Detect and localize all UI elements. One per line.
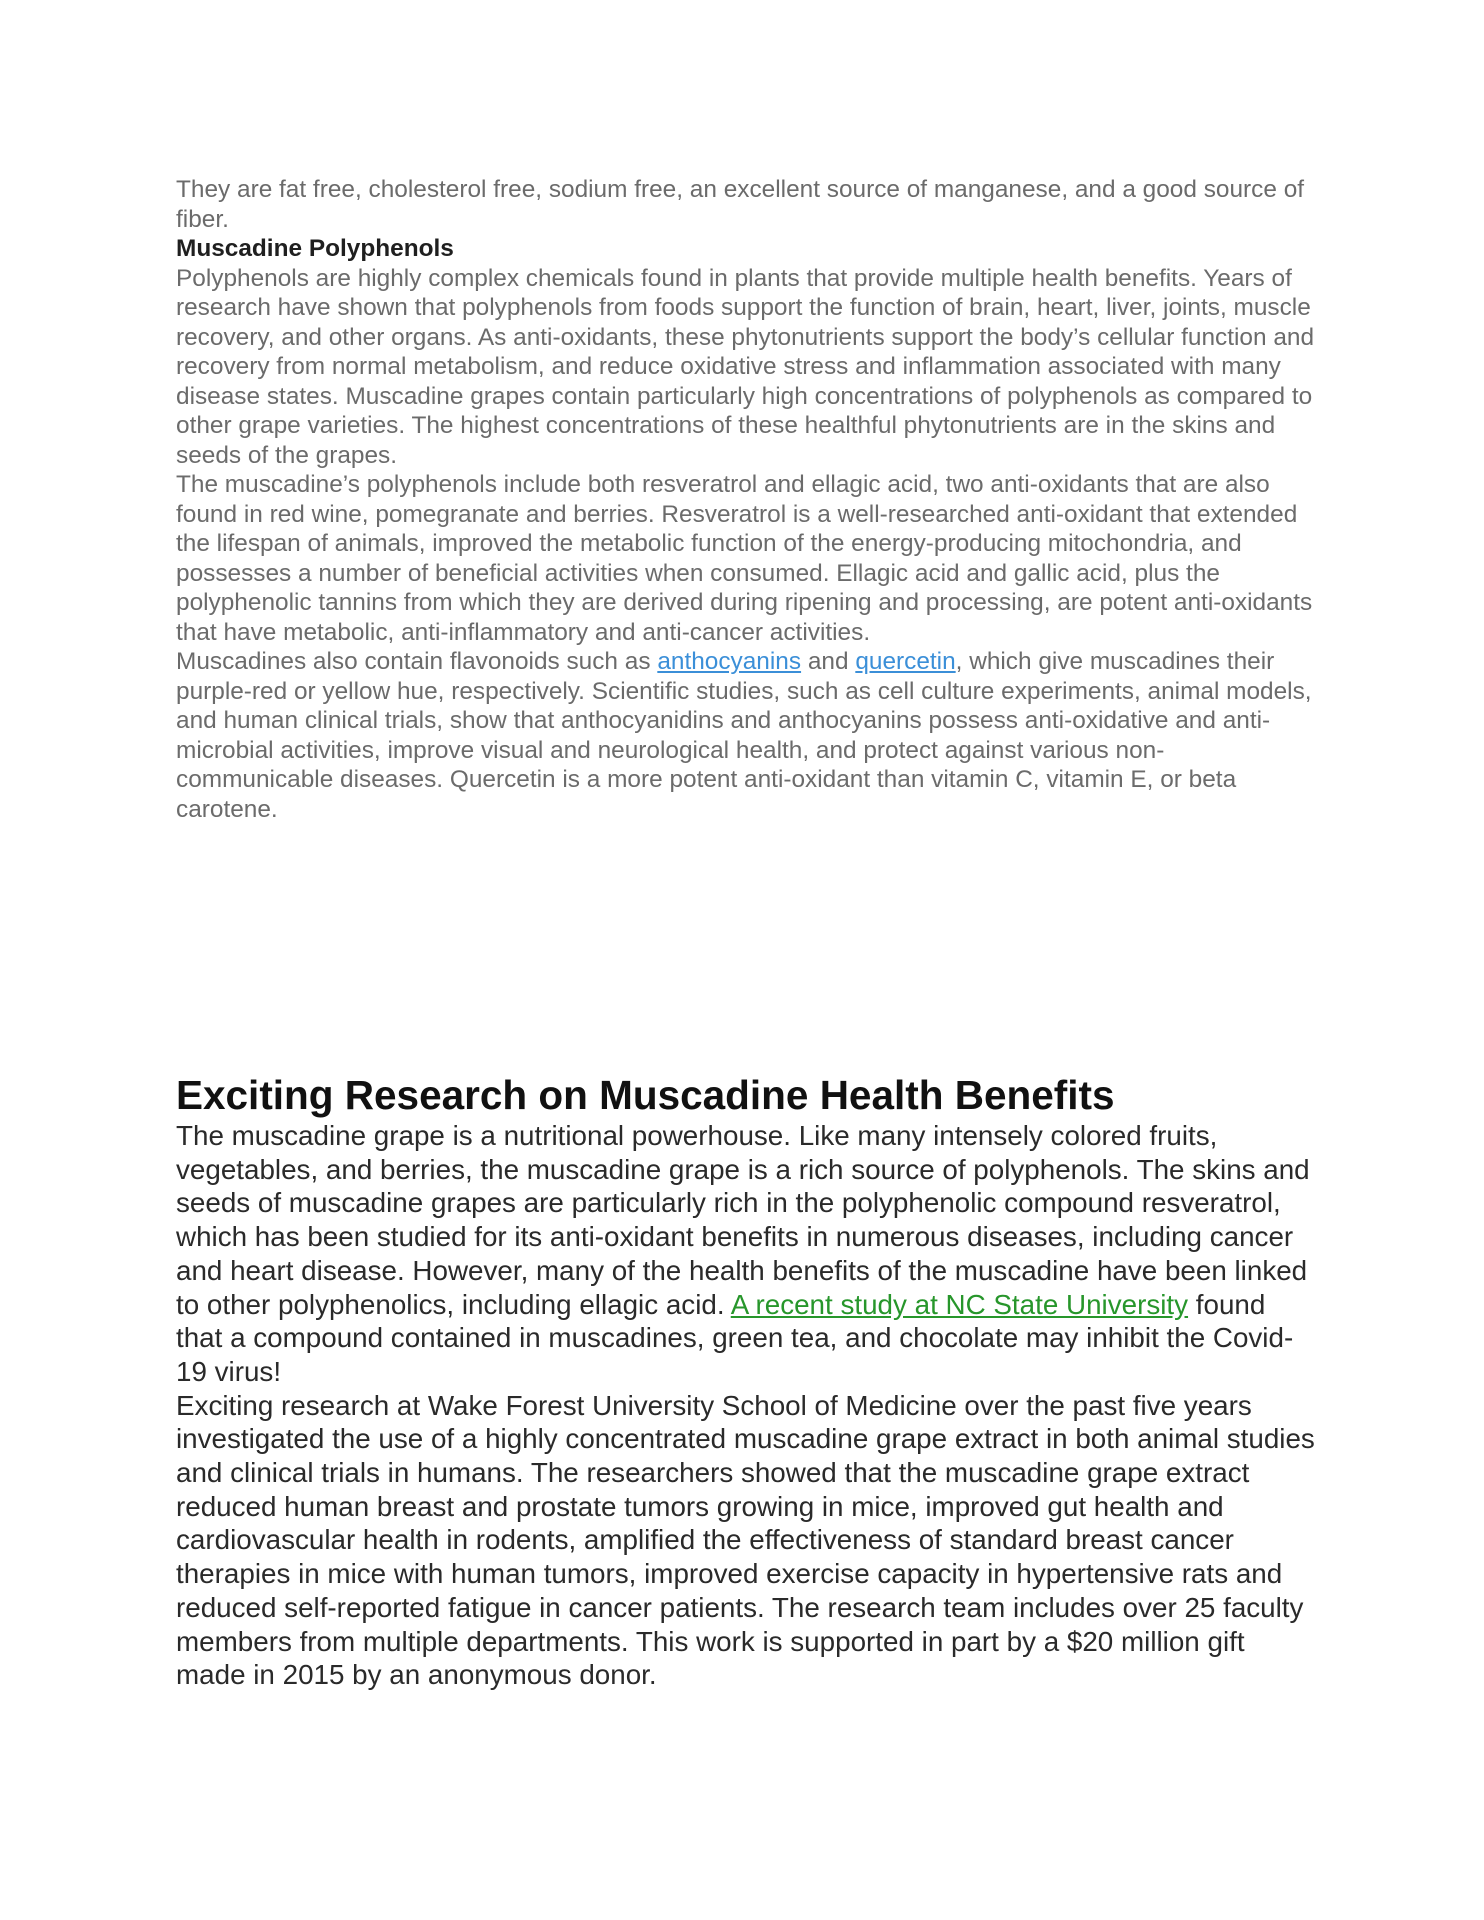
anthocyanins-link[interactable]: anthocyanins (657, 648, 802, 675)
research-heading: Exciting Research on Muscadine Health Benefits (176, 1072, 1115, 1118)
para3-start-text: Muscadines also contain flavonoids such as (176, 648, 658, 675)
para3-and-text: and (801, 648, 856, 675)
polyphenols-paragraph-1: Polyphenols are highly complex chemicals found in plants that provide multiple health benefits. Years of research have shown that polyphenols from foods support the function of brain, heart, liver, joints, muscle recovery, and other organs. As anti-oxidants, these phytonutrients support the body’s cellular function and recovery from normal metabolism, and reduce oxidative stress and inflammation associated with many disease states. Muscadine grapes contain particularly high concentrations of polyphenols as compared to other grape varieties. The highest concentrations of these healthful phytonutrients are in the skins and seeds of the grapes. (176, 264, 1315, 469)
polyphenols-heading: Muscadine Polyphenols (176, 235, 454, 262)
polyphenols-paragraph-3 (176, 647, 1316, 824)
research-section (176, 1071, 1316, 1692)
research-paragraph-2: Exciting research at Wake Forest University School of Medicine over the past five years investigated the use of a highly concentrated muscadine grape extract in both animal studies and clinical trials in humans. The researchers showed that the muscadine grape extract reduced human breast and prostate tumors growing in mice, improved gut health and cardiovascular health in rodents, amplified the effectiveness of standard breast cancer therapies in mice with human tumors, improved exercise capacity in hypertensive rats and reduced self-reported fatigue in cancer patients. The research team includes over 25 faculty members from multiple departments. This work is supported in part by a $20 million gift made in 2015 by an anonymous donor. (176, 1389, 1315, 1691)
quercetin-link[interactable]: quercetin (855, 648, 956, 675)
research-paragraph-1 (176, 1119, 1316, 1389)
research-para1-end-text: found that a compound contained in muscadines, green tea, and chocolate may inhibit the Covid-19 virus! (176, 1288, 1294, 1387)
polyphenols-section (176, 175, 1316, 824)
intro-paragraph: They are fat free, cholesterol free, sodium free, an excellent source of manganese, and a good source of fiber. (176, 176, 1305, 233)
research-para1-start-text: The muscadine grape is a nutritional powerhouse. Like many intensely colored fruits, vegetables, and berries, the muscadine grape is a rich source of polyphenols. The skins and seeds of muscadine grapes are particularly rich in the polyphenolic compound resveratrol, which has been studied for its anti-oxidant benefits in numerous diseases, including cancer and heart disease. However, many of the health benefits of the muscadine have been linked to other polyphenolics, including ellagic acid. (176, 1120, 1310, 1320)
polyphenols-paragraph-2: The muscadine’s polyphenols include both resveratrol and ellagic acid, two anti-oxidants that are also found in red wine, pomegranate and berries. Resveratrol is a well-researched anti-oxidant that extended the lifespan of animals, improved the metabolic function of the energy-producing mitochondria, and possesses a number of beneficial activities when consumed. Ellagic acid and gallic acid, plus the polyphenolic tannins from which they are derived during ripening and processing, are potent anti-oxidants that have metabolic, anti-inflammatory and anti-cancer activities. (176, 471, 1313, 646)
nc-state-study-link[interactable]: A recent study at NC State University (730, 1288, 1189, 1320)
para3-end-text: , which give muscadines their purple-red or yellow hue, respectively. Scientific studies, such as cell culture experiments, animal models, and human clinical trials, show that anthocyanidins and anthocyanins possess anti-oxidative and anti-microbial activities, improve visual and neurological health, and protect against various non-communicable diseases. Quercetin is a more potent anti-oxidant than vitamin C, vitamin E, or beta carotene. (176, 648, 1312, 823)
